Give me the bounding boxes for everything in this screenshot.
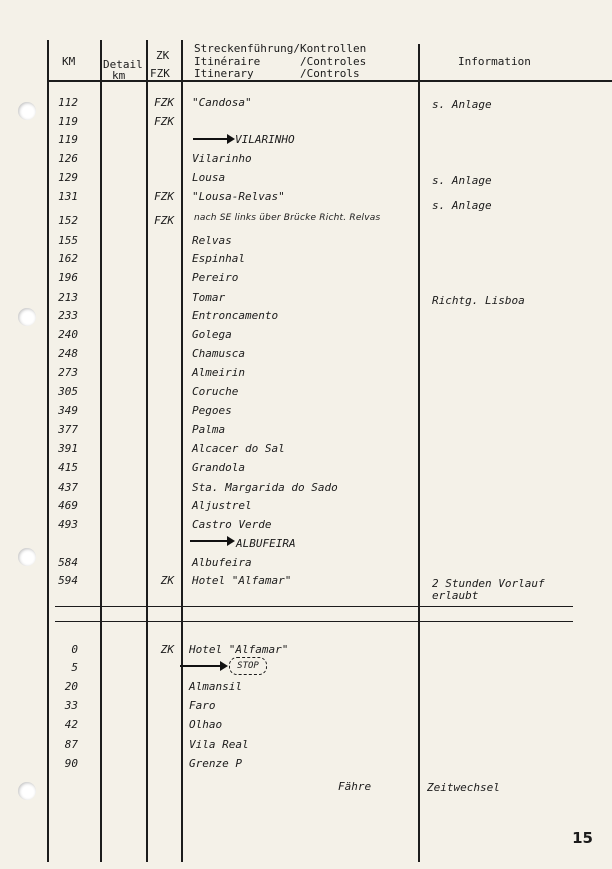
- km-value: 129: [58, 171, 78, 184]
- route-point: Vilarinho: [192, 152, 252, 165]
- header-rule: [47, 80, 612, 82]
- page-number: 15: [572, 829, 593, 847]
- control-code: FZK: [154, 115, 174, 128]
- punch-hole: [18, 308, 36, 326]
- punch-hole: [18, 782, 36, 800]
- route-point: Faro: [189, 699, 216, 712]
- route-point: Golega: [192, 328, 232, 341]
- info-text: s. Anlage: [432, 199, 492, 212]
- km-value: 377: [58, 423, 78, 436]
- control-code: ZK: [160, 643, 174, 656]
- route-point: Entroncamento: [192, 309, 279, 322]
- km-value: 196: [58, 271, 78, 284]
- section-rule: [55, 621, 573, 622]
- route-point: "Lousa-Relvas": [192, 190, 285, 203]
- info-text: Richtg. Lisboa: [432, 294, 525, 307]
- km-value: 87: [64, 738, 78, 751]
- route-point: Palma: [192, 423, 226, 436]
- route-point: Hotel "Alfamar": [192, 574, 292, 587]
- route-point: Sta. Margarida do Sado: [192, 481, 338, 494]
- route-point: "Candosa": [192, 96, 252, 109]
- stop-sign: STOP: [229, 657, 267, 675]
- info-text: 2 Stunden Vorlauf: [432, 577, 545, 590]
- route-point: Tomar: [192, 291, 226, 304]
- control-code: FZK: [154, 214, 174, 227]
- header-route-de: Streckenführung/Kontrollen: [194, 42, 367, 55]
- route-point: Grandola: [192, 461, 245, 474]
- route-point: Coruche: [192, 385, 239, 398]
- info-text: s. Anlage: [432, 174, 492, 187]
- punch-hole: [18, 548, 36, 566]
- section-rule: [55, 606, 573, 607]
- km-value: 20: [64, 680, 78, 693]
- info-text: s. Anlage: [432, 98, 492, 111]
- km-value: 493: [58, 518, 78, 531]
- direction-arrow: [180, 665, 222, 667]
- column-divider: [100, 40, 102, 862]
- route-point: Castro Verde: [192, 518, 272, 531]
- km-value: 5: [71, 661, 78, 674]
- km-value: 469: [58, 499, 78, 512]
- column-divider: [146, 40, 148, 862]
- km-value: 248: [58, 347, 78, 360]
- info-continuation: erlaubt: [432, 589, 479, 602]
- route-point: Olhao: [189, 718, 223, 731]
- control-code: FZK: [154, 96, 174, 109]
- route-point: Almansil: [189, 680, 242, 693]
- km-value: 0: [71, 643, 78, 656]
- route-point: Relvas: [192, 234, 232, 247]
- km-value: 119: [58, 115, 78, 128]
- handwritten-note: nach SE links über Brücke Richt. Relvas: [194, 213, 381, 223]
- km-value: 233: [58, 309, 78, 322]
- km-value: 119: [58, 133, 78, 146]
- route-point: Hotel "Alfamar": [189, 643, 289, 656]
- header-detail-unit: km: [112, 69, 126, 82]
- km-value: 584: [58, 556, 78, 569]
- route-point: ALBUFEIRA: [236, 537, 296, 550]
- route-point: Grenze P: [189, 757, 242, 770]
- km-value: 126: [58, 152, 78, 165]
- control-code: FZK: [154, 190, 174, 203]
- km-value: 240: [58, 328, 78, 341]
- km-value: 305: [58, 385, 78, 398]
- km-value: 415: [58, 461, 78, 474]
- header-zk: ZK: [156, 49, 170, 62]
- km-value: 155: [58, 234, 78, 247]
- route-point: Espinhal: [192, 252, 245, 265]
- direction-arrow: [190, 540, 229, 542]
- route-point: VILARINHO: [235, 133, 295, 146]
- faehre-label: Fähre: [338, 780, 372, 793]
- route-point: Pereiro: [192, 271, 239, 284]
- km-value: 437: [58, 481, 78, 494]
- header-detail: Detail: [103, 58, 143, 71]
- punch-hole: [18, 102, 36, 120]
- km-value: 33: [64, 699, 78, 712]
- header-route-en: Itinerary /Controls: [194, 67, 360, 80]
- column-divider: [418, 44, 420, 862]
- km-value: 112: [58, 96, 78, 109]
- header-route-fr: Itinéraire /Controles: [194, 55, 367, 68]
- route-point: Vila Real: [189, 738, 249, 751]
- route-point: Albufeira: [192, 556, 252, 569]
- route-point: Alcacer do Sal: [192, 442, 285, 455]
- route-point: Pegoes: [192, 404, 232, 417]
- km-value: 162: [58, 252, 78, 265]
- header-fzk: FZK: [150, 67, 170, 80]
- km-value: 594: [58, 574, 78, 587]
- direction-arrow: [193, 138, 229, 140]
- route-point: Lousa: [192, 171, 226, 184]
- km-value: 349: [58, 404, 78, 417]
- control-code: ZK: [160, 574, 174, 587]
- route-point: Almeirin: [192, 366, 245, 379]
- column-divider: [181, 40, 183, 862]
- km-value: 391: [58, 442, 78, 455]
- km-value: 273: [58, 366, 78, 379]
- km-value: 90: [64, 757, 78, 770]
- km-value: 213: [58, 291, 78, 304]
- route-point: Chamusca: [192, 347, 245, 360]
- route-point: Aljustrel: [192, 499, 252, 512]
- km-value: 42: [64, 718, 78, 731]
- km-value: 152: [58, 214, 78, 227]
- km-value: 131: [58, 190, 78, 203]
- header-information: Information: [458, 55, 531, 68]
- header-km: KM: [62, 55, 76, 68]
- zeitwechsel-label: Zeitwechsel: [427, 781, 500, 794]
